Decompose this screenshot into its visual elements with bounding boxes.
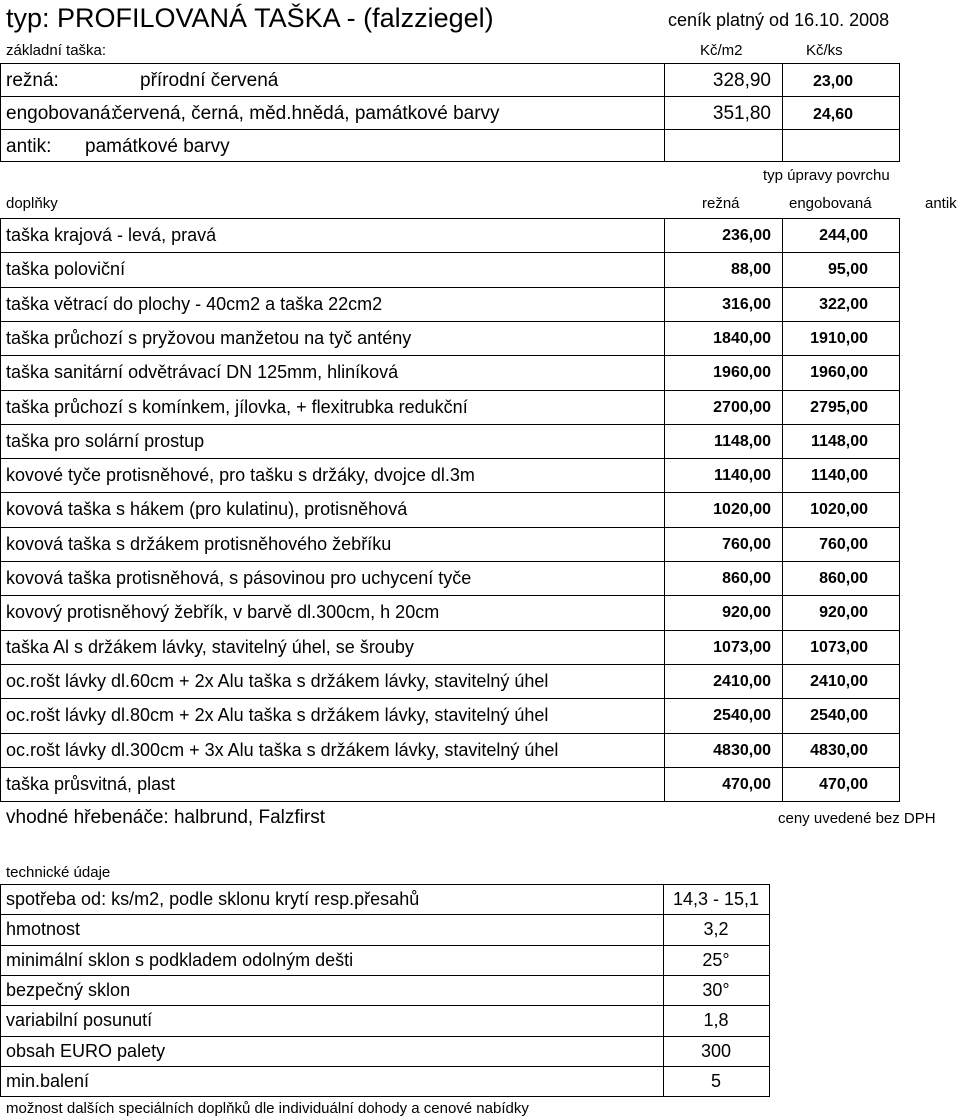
base-table-rule (0, 96, 900, 97)
base-table-rule (0, 63, 1, 161)
accessory-price-engobovana: 1140,00 (811, 467, 868, 484)
tech-param-value: 30° (702, 980, 730, 1000)
accessory-price-rezna: 236,00 (722, 227, 771, 244)
accessory-price-rezna: 2700,00 (713, 399, 771, 416)
column-rule (0, 218, 1, 801)
accessory-name: oc.rošt lávky dl.80cm + 2x Alu taška s držákem lávky, stavitelný úhel (6, 705, 549, 725)
tech-row-rule (0, 914, 770, 915)
row-rule (0, 218, 900, 219)
base-table-rule (0, 161, 900, 162)
accessory-price-engobovana: 1020,00 (810, 501, 868, 518)
tech-param-value: 25° (702, 950, 730, 970)
accessory-name: taška krajová - levá, pravá (6, 225, 217, 245)
accessory-price-engobovana: 470,00 (819, 776, 868, 793)
tech-column-rule (0, 884, 1, 1096)
tech-param-value: 14,3 - 15,1 (672, 889, 760, 909)
technical-data-table (0, 884, 790, 1096)
col-header-rezna: režná (702, 195, 740, 212)
tech-param-name: bezpečný sklon (6, 980, 131, 1000)
accessory-price-rezna: 470,00 (722, 776, 771, 793)
row-rule (0, 698, 900, 699)
accessory-price-rezna: 860,00 (722, 570, 771, 587)
accessory-name: taška průchozí s pryžovou manžetou na tyč antény (6, 328, 412, 348)
tech-row-rule (0, 1096, 770, 1097)
accessory-name: kovová taška s hákem (pro kulatinu), protisněhová (6, 499, 408, 519)
base-row-price-m2: 328,90 (712, 70, 771, 91)
accessory-name: taška průchozí s komínkem, jílovka, + flexitrubka redukční (6, 397, 468, 417)
row-rule (0, 321, 900, 322)
row-rule (0, 390, 900, 391)
tech-param-name: minimální sklon s podkladem odolným dešti (6, 950, 354, 970)
accessory-price-rezna: 1140,00 (714, 467, 771, 484)
column-rule (664, 218, 665, 801)
accessory-price-engobovana: 322,00 (819, 296, 868, 313)
accessories-label: doplňky (6, 195, 58, 212)
accessory-name: taška průsvitná, plast (6, 774, 176, 794)
row-rule (0, 287, 900, 288)
base-row-color: památkové barvy (85, 136, 230, 157)
accessory-price-rezna: 1960,00 (713, 364, 771, 381)
accessory-price-engobovana: 2795,00 (810, 399, 868, 416)
row-rule (0, 424, 900, 425)
accessory-name: oc.rošt lávky dl.60cm + 2x Alu taška s držákem lávky, stavitelný úhel (6, 671, 549, 691)
base-row-color: červená, černá, měd.hnědá, památkové barvy (113, 103, 500, 124)
technical-data-label: technické údaje (6, 864, 111, 881)
accessory-price-rezna: 2540,00 (713, 707, 771, 724)
accessory-name: kovová taška protisněhová, s pásovinou pro uchycení tyče (6, 568, 472, 588)
row-rule (0, 630, 900, 631)
tech-row-rule (0, 945, 770, 946)
base-row-type: režná: (6, 70, 59, 91)
tech-param-name: hmotnost (6, 919, 81, 939)
base-row-type: engobovaná: (6, 103, 116, 124)
price-list-validity: ceník platný od 16.10. 2008 (668, 10, 890, 30)
accessory-name: kovová taška s držákem protisněhového žebříku (6, 534, 392, 554)
accessory-price-engobovana: 1910,00 (810, 330, 868, 347)
tech-param-name: spotřeba od: ks/m2, podle sklonu krytí resp.přesahů (6, 889, 420, 909)
accessory-name: taška sanitární odvětrávací DN 125mm, hliníková (6, 362, 399, 382)
tech-row-rule (0, 1005, 770, 1006)
row-rule (0, 252, 900, 253)
accessory-price-engobovana: 920,00 (819, 604, 868, 621)
surface-type-header: typ úpravy povrchu (763, 167, 890, 184)
accessory-price-rezna: 2410,00 (713, 673, 771, 690)
tech-row-rule (0, 975, 770, 976)
base-row-type: antik: (6, 136, 52, 157)
accessory-price-engobovana: 244,00 (819, 227, 868, 244)
row-rule (0, 355, 900, 356)
accessory-price-rezna: 760,00 (722, 536, 771, 553)
tech-param-value: 300 (700, 1041, 732, 1061)
tech-param-value: 3,2 (703, 919, 729, 939)
accessory-price-rezna: 1020,00 (713, 501, 771, 518)
col-header-antik: antik (925, 195, 957, 212)
tech-param-name: obsah EURO palety (6, 1041, 166, 1061)
base-table-rule (0, 63, 900, 64)
row-rule (0, 561, 900, 562)
accessory-name: taška pro solární prostup (6, 431, 205, 451)
tech-column-rule (663, 884, 664, 1096)
tech-param-value: 1,8 (703, 1010, 729, 1030)
col-header-price-ks: Kč/ks (806, 42, 843, 59)
page-title: typ: PROFILOVANÁ TAŠKA - (falzziegel) (6, 3, 494, 33)
base-row-price-ks: 24,60 (812, 106, 853, 123)
base-table-rule (0, 129, 900, 130)
column-rule (899, 218, 900, 801)
row-rule (0, 595, 900, 596)
accessory-name: taška Al s držákem lávky, stavitelný úhel, se šrouby (6, 637, 414, 657)
accessories-table (0, 218, 960, 798)
vat-note: ceny uvedené bez DPH (778, 810, 936, 827)
row-rule (0, 527, 900, 528)
tech-row-rule (0, 1036, 770, 1037)
row-rule (0, 492, 900, 493)
accessory-price-engobovana: 1073,00 (810, 639, 868, 656)
base-table-rule (899, 63, 900, 161)
accessory-price-rezna: 1148,00 (714, 433, 771, 450)
tech-param-name: min.balení (6, 1071, 90, 1091)
row-rule (0, 458, 900, 459)
tech-row-rule (0, 884, 770, 885)
tech-column-rule (769, 884, 770, 1096)
accessory-price-engobovana: 1960,00 (810, 364, 868, 381)
col-header-engobovana: engobovaná (789, 195, 872, 212)
base-row-price-m2: 351,80 (712, 103, 771, 124)
accessory-name: kovové tyče protisněhové, pro tašku s držáky, dvojce dl.3m (6, 465, 475, 485)
accessory-price-rezna: 1073,00 (713, 639, 771, 656)
accessory-price-engobovana: 860,00 (819, 570, 868, 587)
accessory-price-rezna: 920,00 (722, 604, 771, 621)
accessory-price-engobovana: 95,00 (827, 261, 868, 278)
accessory-price-engobovana: 4830,00 (810, 742, 868, 759)
accessory-name: kovový protisněhový žebřík, v barvě dl.300cm, h 20cm (6, 602, 440, 622)
tech-param-name: variabilní posunutí (6, 1010, 153, 1030)
accessory-price-rezna: 4830,00 (713, 742, 771, 759)
base-row-price-ks: 23,00 (812, 73, 853, 90)
accessory-name: oc.rošt lávky dl.300cm + 3x Alu taška s držákem lávky, stavitelný úhel (6, 740, 559, 760)
base-row-color: přírodní červená (140, 70, 279, 91)
row-rule (0, 767, 900, 768)
accessory-price-engobovana: 760,00 (819, 536, 868, 553)
base-tile-label: základní taška: (6, 42, 107, 59)
accessory-price-rezna: 88,00 (730, 261, 771, 278)
accessory-name: taška poloviční (6, 259, 126, 279)
row-rule (0, 733, 900, 734)
row-rule (0, 801, 900, 802)
tech-row-rule (0, 1066, 770, 1067)
bottom-note: možnost dalších speciálních doplňků dle individuální dohody a cenové nabídky (6, 1100, 529, 1117)
accessory-price-rezna: 316,00 (722, 296, 771, 313)
accessory-price-rezna: 1840,00 (713, 330, 771, 347)
row-rule (0, 664, 900, 665)
accessory-price-engobovana: 2540,00 (810, 707, 868, 724)
accessory-price-engobovana: 2410,00 (810, 673, 868, 690)
tech-param-value: 5 (710, 1071, 721, 1091)
accessory-price-engobovana: 1148,00 (811, 433, 868, 450)
accessory-name: taška větrací do plochy - 40cm2 a taška 22cm2 (6, 294, 383, 314)
ridge-tiles-note: vhodné hřebenáče: halbrund, Falzfirst (6, 807, 325, 828)
col-header-price-m2: Kč/m2 (700, 42, 743, 59)
column-rule (782, 218, 783, 801)
